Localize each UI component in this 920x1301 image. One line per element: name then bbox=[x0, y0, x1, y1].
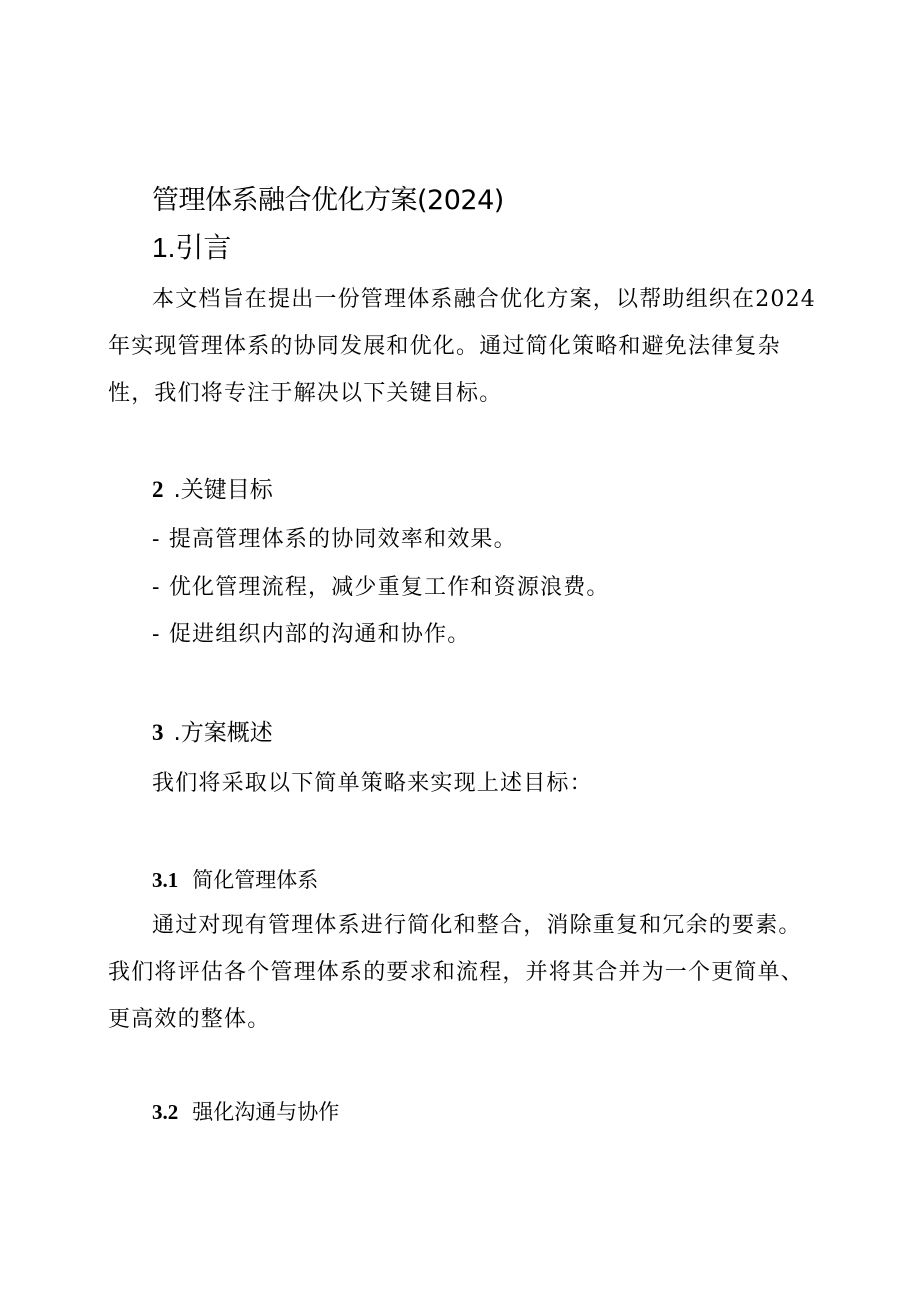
section-2-number: 2 bbox=[152, 477, 164, 502]
paragraph-line: 性，我们将专注于解决以下关键目标。 bbox=[108, 381, 503, 406]
subsection-3-2-heading bbox=[152, 1096, 339, 1128]
section-1-heading bbox=[152, 228, 231, 268]
section-3-number: 3 bbox=[152, 720, 164, 745]
subsection-3-2-title: 强化沟通与协作 bbox=[192, 1100, 340, 1124]
section-1-number: 1. bbox=[152, 232, 176, 263]
subsection-3-1-paragraph bbox=[108, 902, 812, 1043]
list-item: - 促进组织内部的沟通和协作。 bbox=[152, 622, 471, 647]
section-3-heading bbox=[152, 717, 273, 749]
section-2-title: .关键目标 bbox=[173, 477, 273, 503]
section-3-intro: 我们将采取以下简单策略来实现上述目标： bbox=[152, 771, 593, 796]
paragraph-line: 通过对现有管理体系进行简化和整合，消除重复和冗余的要素。 bbox=[152, 913, 802, 938]
subsection-3-1-heading bbox=[152, 864, 318, 896]
subsection-3-1-title: 简化管理体系 bbox=[192, 868, 319, 892]
paragraph-line: 更高效的整体。 bbox=[108, 1007, 271, 1032]
subsection-3-1-number: 3.1 bbox=[152, 868, 179, 892]
section-2-heading bbox=[152, 474, 273, 506]
paragraph-line: 年实现管理体系的协同发展和优化。通过简化策略和避免法律复杂 bbox=[108, 334, 781, 359]
paragraph-line: 本文档旨在提出一份管理体系融合优化方案，以帮助组织在2024 bbox=[152, 287, 816, 312]
document-title: 管理体系融合优化方案(2024) bbox=[152, 185, 504, 216]
paragraph-line: 我们将评估各个管理体系的要求和流程，并将其合并为一个更简单、 bbox=[108, 960, 805, 985]
section-1-title: 引言 bbox=[175, 231, 232, 264]
section-1-paragraph bbox=[108, 276, 816, 417]
list-item: - 优化管理流程，减少重复工作和资源浪费。 bbox=[152, 575, 610, 600]
subsection-3-2-number: 3.2 bbox=[152, 1100, 179, 1124]
section-3-title: .方案概述 bbox=[173, 720, 273, 746]
list-item: - 提高管理体系的协同效率和效果。 bbox=[152, 527, 517, 552]
